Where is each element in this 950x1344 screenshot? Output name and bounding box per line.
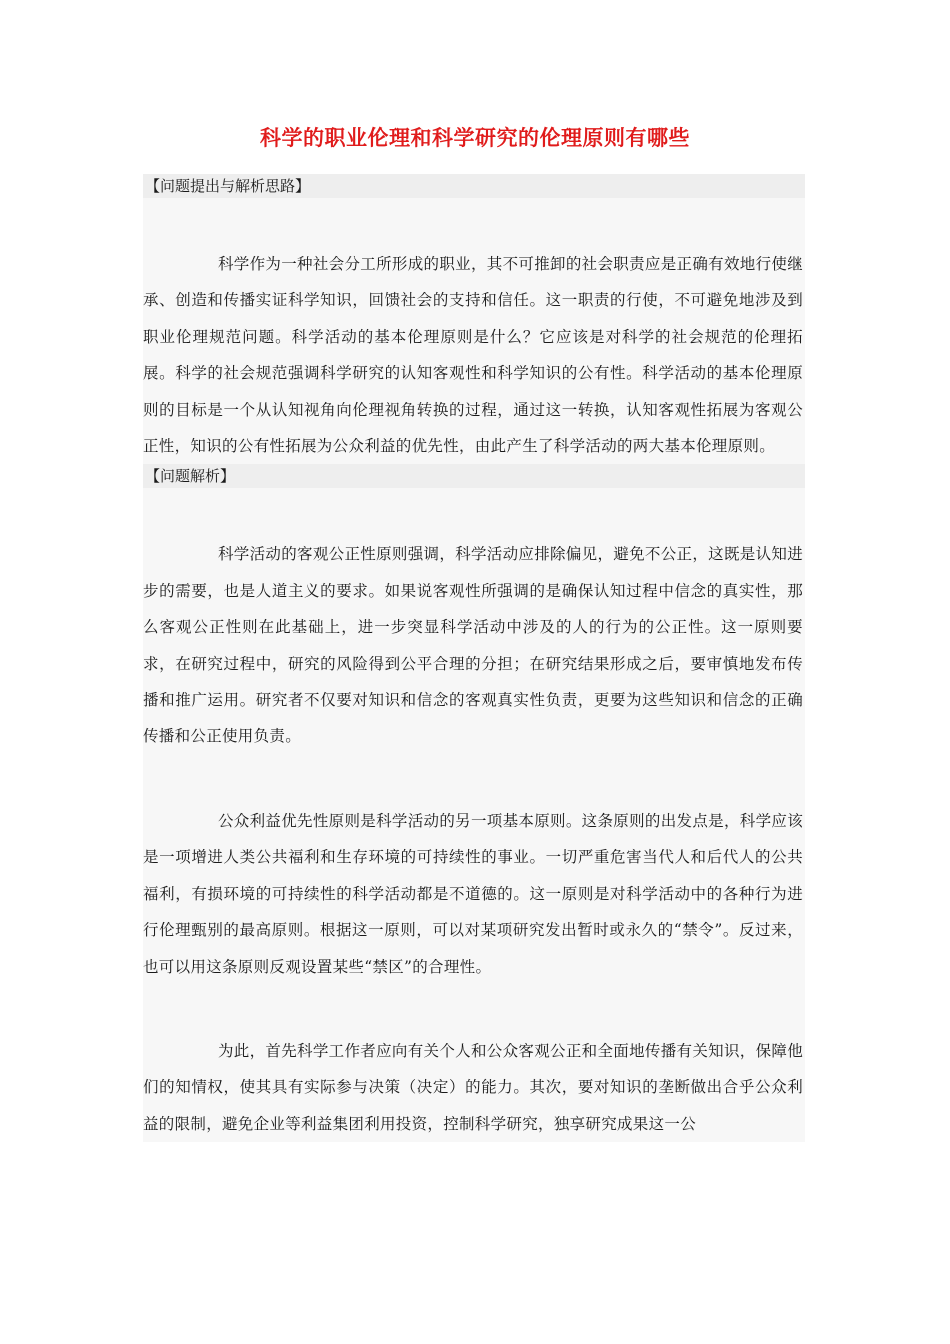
paragraph: 科学作为一种社会分工所形成的职业，其不可推卸的社会职责应是正确有效地行使继承、创造和传播实证科学知识，回馈社会的支持和信任。这一职责的行使，不可避免地涉及到职业伦理规范问题。科学活动的基本伦理原则是什么？它应该是对科学的社会规范的伦理拓展。科学的社会规范强调科学研究的认知客观性和科学知识的公有性。科学活动的基本伦理原则的目标是一个从认知视角向伦理视角转换的过程，通过这一转换，认知客观性拓展为客观公正性，知识的公有性拓展为公众利益的优先性，由此产生了科学活动的两大基本伦理原则。 <box>143 255 803 456</box>
document-title: 科学的职业伦理和科学研究的伦理原则有哪些 <box>260 125 690 150</box>
spacer <box>143 198 805 246</box>
spacer <box>143 488 805 536</box>
spacer <box>143 755 805 803</box>
spacer <box>143 985 805 1033</box>
section-heading-problem-analysis: 【问题解析】 <box>143 464 805 488</box>
section-heading-analysis-approach: 【问题提出与解析思路】 <box>143 174 805 198</box>
paragraph: 公众利益优先性原则是科学活动的另一项基本原则。这条原则的出发点是，科学应该是一项增进人类公共福利和生存环境的可持续性的事业。一切严重危害当代人和后代人的公共福利，有损环境的可持续性的科学活动都是不道德的。这一原则是对科学活动中的各种行为进行伦理甄别的最高原则。根据这一原则，可以对某项研究发出暂时或永久的“禁令”。反过来，也可以用这条原则反观设置某些“禁区”的合理性。 <box>143 811 803 976</box>
document-body <box>143 174 805 1142</box>
paragraph: 为此，首先科学工作者应向有关个人和公众客观公正和全面地传播有关知识，保障他们的知情权，使其具有实际参与决策（决定）的能力。其次，要对知识的垄断做出合乎公众利益的限制，避免企业等利益集团利用投资，控制科学研究，独享研究成果这一公 <box>143 1041 803 1133</box>
paragraph: 科学活动的客观公正性原则强调，科学活动应排除偏见，避免不公正，这既是认知进步的需要，也是人道主义的要求。如果说客观性所强调的是确保认知过程中信念的真实性，那么客观公正性则在此基础上，进一步突显科学活动中涉及的人的行为的公正性。这一原则要求，在研究过程中，研究的风险得到公平合理的分担；在研究结果形成之后，要审慎地发布传播和推广运用。研究者不仅要对知识和信念的客观真实性负责，更要为这些知识和信念的正确传播和公正使用负责。 <box>143 545 803 746</box>
